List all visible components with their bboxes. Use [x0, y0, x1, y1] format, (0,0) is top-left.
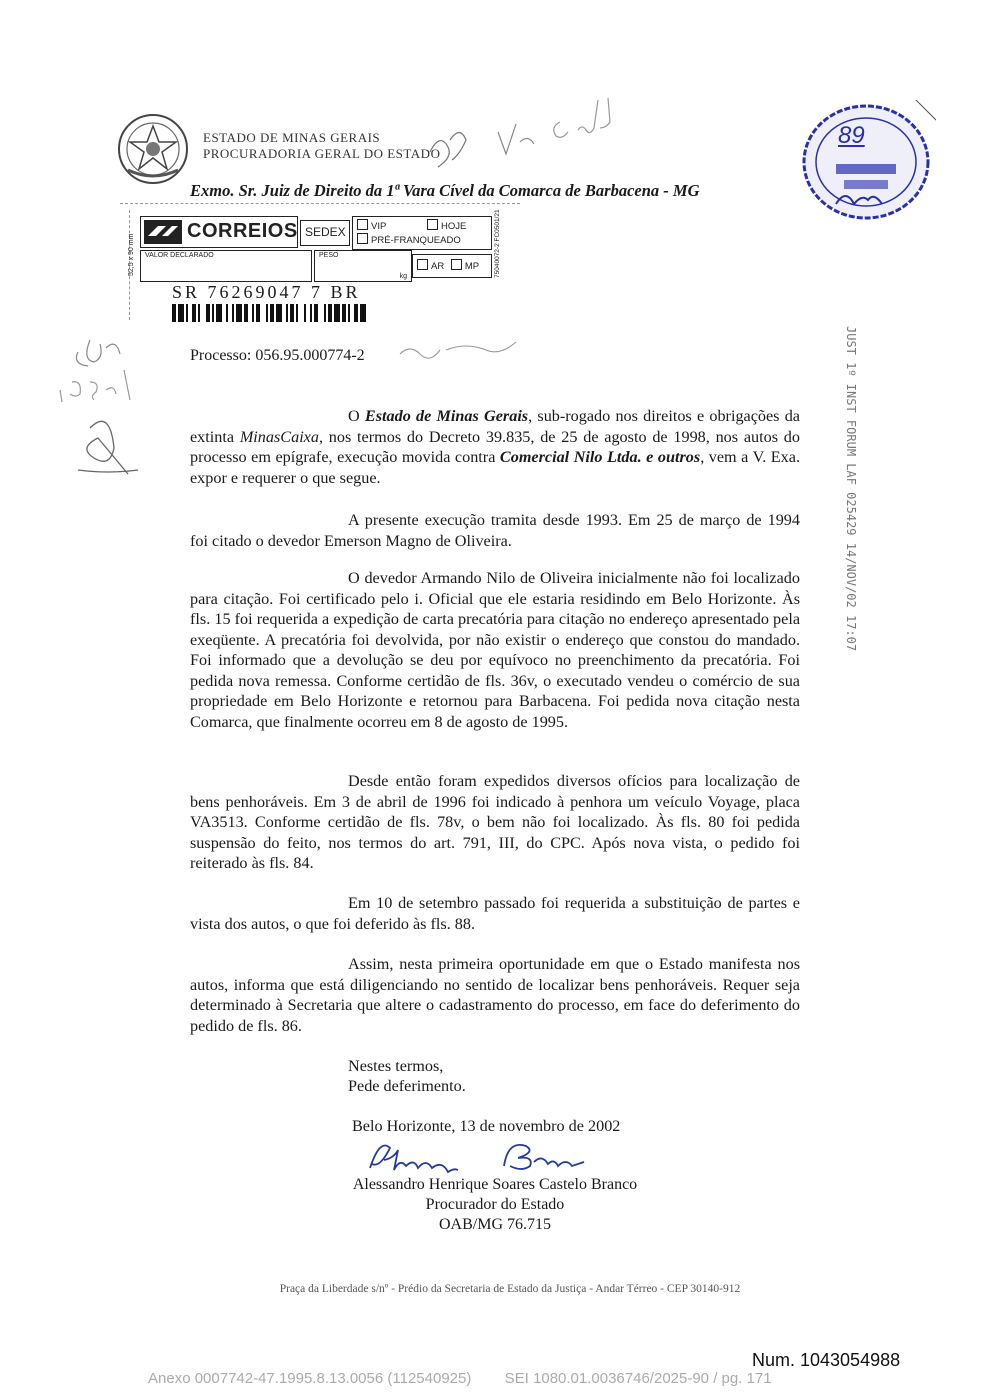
protocol-stamp: JUST 1º INST FORUM LAF 025429 14/NOV/02 17:07	[844, 326, 858, 652]
postal-size: 52,5 x 90 mm	[128, 233, 135, 276]
valor-box: VALOR DECLARADO	[140, 250, 312, 282]
footer-address: Praça da Liberdade s/nº - Prédio da Secretaria de Estado da Justiça - Andar Térreo - CEP 30140-912	[279, 1283, 741, 1295]
stamp-page-number: 89	[838, 122, 865, 149]
paragraph-2: A presente execução tramita desde 1993. Em 25 de março de 1994 foi citado o devedor Emerson Magno de Oliveira.	[190, 511, 800, 550]
process-number: Processo: 056.95.000774-2	[190, 347, 365, 364]
signatory-name: Alessandro Henrique Soares Castelo Branco	[352, 1176, 638, 1193]
paragraph-6: Assim, nesta primeira oportunidade em que o Estado manifesta nos autos, informa que está diligenciando no sentido de localizar bens penhoráveis. Requer seja determinado à Secretaria que altere o cadastramento do processo, em face do deferimento do pedido de fls. 86.	[190, 955, 800, 1035]
handwritten-margin-notes	[50, 330, 190, 500]
options-box: VIP HOJE PRÉ-FRANQUEADO	[352, 216, 492, 250]
ar-mp-box: AR MP	[412, 254, 492, 278]
signatory-oab: OAB/MG 76.715	[438, 1216, 551, 1233]
header-state: ESTADO DE MINAS GERAIS	[203, 130, 381, 145]
barcode	[172, 304, 468, 324]
handwritten-annotation-top	[420, 92, 640, 172]
addressee: Exmo. Sr. Juiz de Direito da 1ª Vara Cível da Comarca de Barbacena - MG	[190, 181, 700, 200]
paragraph-1: O Estado de Minas Gerais, sub-rogado nos direitos e obrigações da extinta MinasCaixa, nos termos do Decreto 39.835, de 25 de agosto de 1998, nos autos do processo em epígrafe, execução movida contra Comercial Nilo Ltda. e outros, vem a V. Exa. expor e requerer o que segue.	[190, 407, 801, 487]
correios-logo-box	[140, 216, 298, 248]
signatory-role: Procurador do Estado	[425, 1196, 565, 1213]
paragraph-5: Em 10 de setembro passado foi requerida a substituição de partes e vista dos autos, o que foi deferido às fls. 88.	[190, 894, 800, 933]
document-number: Num. 1043054988	[752, 1350, 901, 1370]
annex-reference: Anexo 0007742-47.1995.8.13.0056 (112540925) SEI 1080.01.0036746/2025-90 / pg. 171	[148, 1370, 772, 1387]
correios-logo-icon	[144, 220, 182, 244]
handwritten-process-note	[396, 336, 526, 366]
paragraph-4: Desde então foram expedidos diversos ofícios para localização de bens penhoráveis. Em 3 de abril de 1996 foi indicado à penhora um veículo Voyage, placa VA3513. Conforme certidão de fls. 78v, o bem não foi localizado. Às fls. 80 foi pedida suspensão do feito, nos termos do art. 791, III, do CPC. Após nova vista, o pedido foi reiterado às fls. 84.	[190, 772, 800, 872]
postal-label	[128, 209, 518, 326]
closing-line-1: Nestes termos,	[348, 1057, 444, 1075]
peso-box: PESO kg	[314, 250, 412, 282]
tracking-number: SR 76269047 7 BR	[172, 282, 361, 302]
place-date: Belo Horizonte, 13 de novembro de 2002	[352, 1117, 621, 1135]
paragraph-3: O devedor Armando Nilo de Oliveira inicialmente não foi localizado para citação. Foi certificado pelo i. Oficial que ele estaria residindo em Belo Horizonte. Às fls. 15 foi requerida a expedição de carta precatória para citação no endereço apresentado pela exeqüente. A precatória foi devolvida, por não existir o endereço que constou do mandado. Foi informado que a devolução se deu por equívoco no preenchimento da precatória. Foi pedida nova remessa. Conforme certidão de fls. 36v, o executado vendeu o comércio de sua propriedade em Belo Horizonte e retornou para Barbacena. Foi pedida nova citação nesta Comarca, que finalmente ocorreu em 8 de agosto de 1995.	[190, 569, 800, 731]
handwritten-signature	[364, 1138, 624, 1178]
postal-side-code: 75040072-2 FC0501/21	[494, 209, 501, 278]
court-page-stamp	[796, 100, 936, 230]
closing-line-2: Pede deferimento.	[348, 1077, 466, 1095]
header-office: PROCURADORIA GERAL DO ESTADO	[203, 146, 441, 161]
cut-line	[120, 203, 520, 204]
coat-of-arms-seal	[116, 112, 190, 186]
correios-brand: CORREIOS	[187, 220, 298, 242]
sedex-box: SEDEX	[300, 220, 350, 246]
